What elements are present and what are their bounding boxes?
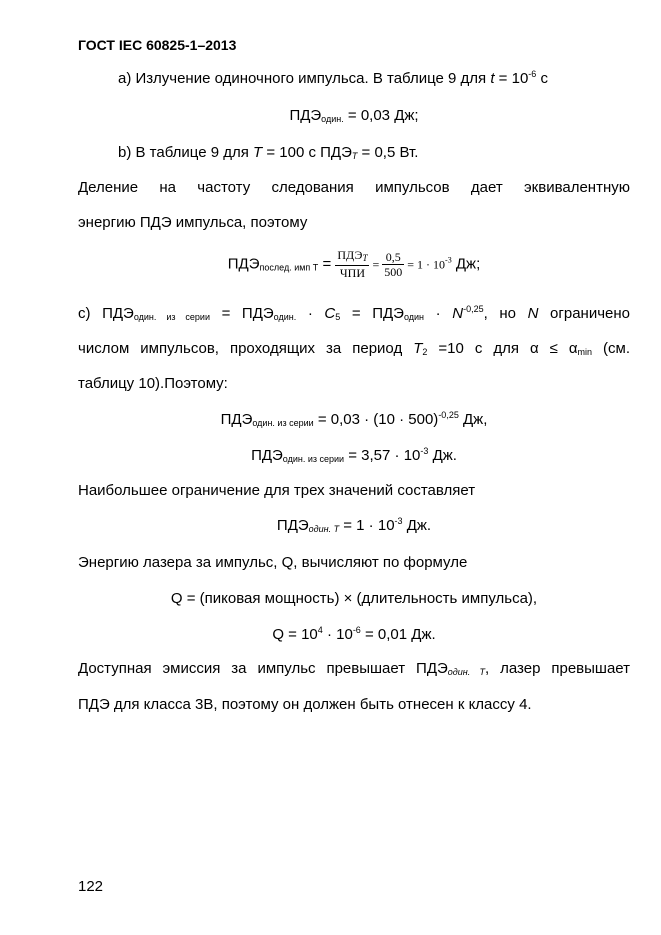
formula-4: $ПДЭ_{один. из серии} = 3,57 \cdot 10^{-3}$ Дж. — [251, 446, 457, 464]
page-number: 122 — [78, 878, 104, 895]
paragraph-division: Деление на частоту следования импульсов дает эквивалентную — [78, 179, 630, 196]
item-c-line2: числом импульсов, проходящих за период $T_2 =10$ с для $\alpha \le \alpha_{min}$ (см. — [78, 340, 631, 357]
item-b-line: b) В таблице 9 для T = 100 с $ПДЭ_T = 0,5$ Вт. — [118, 144, 419, 161]
fraction-values: $\frac{0,5}{500}$ — [384, 249, 403, 279]
formula-2: $ПДЭ_{послед. имп T}$ = $\frac{ПДЭ_T}{\text{ЧПИ}}$ = $\frac{0,5}{500}$ = $1 \cdot 10^{-3}$ Дж; — [227, 248, 481, 280]
paragraph-division-line2: энергию ПДЭ импульса, поэтому — [78, 214, 308, 231]
formula-3: $ПДЭ_{один. из серии} = 0,03 \cdot (10 \cdot 500)^{-0,25}$ Дж, — [220, 410, 488, 428]
item-a-line: a) Излучение одиночного импульса. В таблице 9 для $t = 10^{-6}$ с — [118, 69, 548, 87]
paragraph-conclusion-line1: Доступная эмиссия за импульс превышает $ПДЭ_{один. T}$, лазер превышает — [78, 660, 630, 677]
document-header: ГОСТ IEC 60825-1–2013 — [78, 37, 237, 53]
item-c-line3: таблицу 10).Поэтому: — [78, 375, 228, 392]
paragraph-conclusion-line2: ПДЭ для класса 3B, поэтому он должен быть отнесен к классу 4. — [78, 696, 532, 713]
formula-7: $Q = 10^4 \cdot 10^{-6} = 0,01$ Дж. — [272, 625, 436, 643]
paragraph-laser-energy: Энергию лазера за импульс, Q, вычисляют по формуле — [78, 554, 468, 571]
formula-6: Q = (пиковая мощность) × (длительность импульса), — [170, 590, 538, 607]
fraction-pde-chpi: $\frac{ПДЭ_T}{\text{ЧПИ}}$ — [337, 248, 368, 280]
formula-5: $ПДЭ_{один. T} = 1 \cdot 10^{-3}$ Дж. — [276, 516, 432, 534]
formula-1: $ПДЭ_{один.} = 0,03$ Дж; — [289, 107, 419, 124]
paragraph-greatest-limit: Наибольшее ограничение для трех значений составляет — [78, 482, 476, 499]
item-c-line1: c) $ПДЭ_{один. из серии} = ПДЭ_{один.} \cdot C_5 = ПДЭ_{один} \cdot N^{-0,25}$, но N ограничено — [78, 304, 630, 322]
